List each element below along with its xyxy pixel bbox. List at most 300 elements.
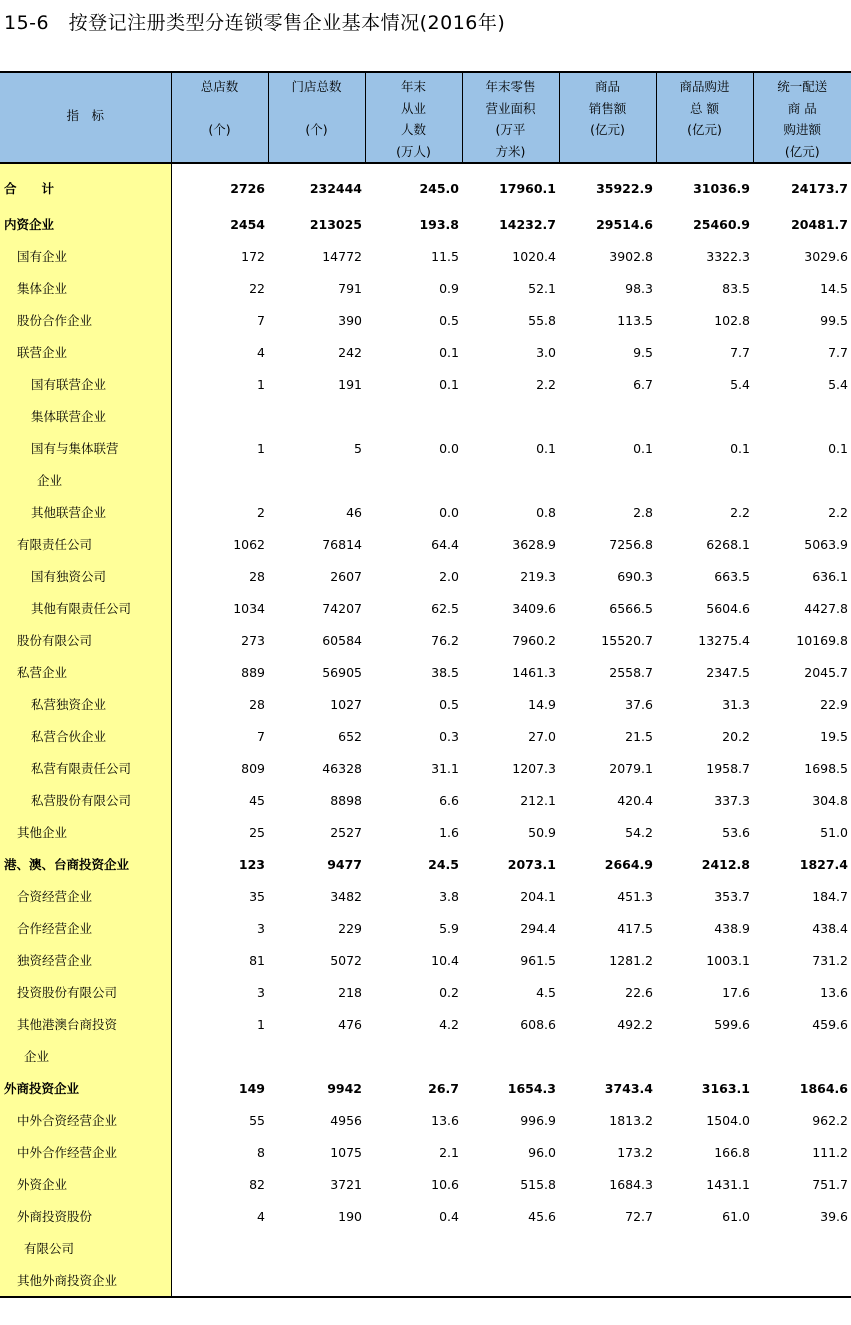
table-row	[0, 656, 851, 688]
table-cell: 19.5	[820, 728, 848, 744]
table-row	[0, 272, 851, 304]
row-label: 投资股份有限公司	[0, 976, 171, 1008]
table-cell: 245.0	[419, 180, 459, 196]
table-cell: 2.2	[536, 376, 556, 392]
table-cell	[753, 400, 851, 432]
table-cell: 166.8	[714, 1144, 750, 1160]
table-cell: 15520.7	[601, 632, 653, 648]
table-cell: 1075	[330, 1144, 362, 1160]
table-cell: 232444	[309, 180, 362, 196]
table-cell: 3.0	[536, 344, 556, 360]
table-cell: 22.6	[625, 984, 653, 1000]
table-row	[0, 848, 851, 880]
table-row	[0, 976, 851, 1008]
table-cell: 0.1	[730, 440, 750, 456]
table-cell: 0.5	[439, 312, 459, 328]
table-cell: 0.1	[536, 440, 556, 456]
table-row	[0, 880, 851, 912]
table-cell: 7	[257, 312, 265, 328]
table-cell: 242	[338, 344, 362, 360]
table-cell: 113.5	[617, 312, 653, 328]
table-cell: 0.0	[439, 504, 459, 520]
table-cell: 14.5	[820, 280, 848, 296]
row-label: 集体联营企业	[0, 400, 171, 432]
table-cell: 1027	[330, 696, 362, 712]
table-row	[0, 163, 851, 208]
table-cell: 3628.9	[512, 536, 556, 552]
table-cell: 2.2	[730, 504, 750, 520]
table-row	[0, 304, 851, 336]
table-row	[0, 592, 851, 624]
table-cell	[462, 400, 559, 432]
table-cell	[268, 1264, 365, 1297]
row-label: 企业	[0, 1040, 171, 1072]
table-cell: 889	[241, 664, 265, 680]
table-cell: 111.2	[812, 1144, 848, 1160]
table-cell: 1	[257, 440, 265, 456]
table-cell	[656, 1232, 753, 1264]
table-cell: 28	[249, 696, 265, 712]
table-cell: 27.0	[528, 728, 556, 744]
table-cell	[365, 464, 462, 496]
table-cell: 31.1	[431, 760, 459, 776]
table-cell: 690.3	[617, 568, 653, 584]
table-cell: 45.6	[528, 1208, 556, 1224]
row-label: 有限责任公司	[0, 528, 171, 560]
table-cell: 1034	[233, 600, 265, 616]
table-cell: 4.5	[536, 984, 556, 1000]
row-label: 中外合资经营企业	[0, 1104, 171, 1136]
header-line: (个)	[305, 122, 328, 137]
table-cell: 2726	[230, 180, 265, 196]
table-cell: 751.7	[812, 1176, 848, 1192]
table-cell: 193.8	[419, 216, 459, 232]
table-cell: 17.6	[722, 984, 750, 1000]
table-cell: 172	[241, 248, 265, 264]
table-cell: 5.9	[439, 920, 459, 936]
data-table	[0, 71, 851, 1298]
header-line: 商品	[594, 79, 620, 94]
header-floor-area	[462, 72, 559, 163]
table-cell: 1020.4	[512, 248, 556, 264]
table-cell: 0.1	[828, 440, 848, 456]
table-cell: 2079.1	[609, 760, 653, 776]
table-cell: 1461.3	[512, 664, 556, 680]
table-cell: 10169.8	[796, 632, 848, 648]
table-cell: 3409.6	[512, 600, 556, 616]
table-cell: 809	[241, 760, 265, 776]
table-cell: 204.1	[520, 888, 556, 904]
header-line: 总 额	[690, 100, 719, 116]
table-cell: 6.6	[439, 792, 459, 808]
header-line: 人数	[400, 122, 426, 137]
table-cell	[268, 1040, 365, 1072]
table-cell: 1.6	[439, 824, 459, 840]
header-line: 门店总数	[291, 79, 342, 94]
row-label: 独资经营企业	[0, 944, 171, 976]
table-cell: 26.7	[428, 1080, 459, 1096]
table-cell: 51.0	[820, 824, 848, 840]
table-cell: 2454	[230, 216, 265, 232]
table-row	[0, 944, 851, 976]
table-cell: 10.6	[431, 1176, 459, 1192]
table-cell: 4.2	[439, 1016, 459, 1032]
table-cell: 5063.9	[804, 536, 848, 552]
table-cell: 731.2	[812, 952, 848, 968]
table-cell: 53.6	[722, 824, 750, 840]
table-cell: 98.3	[625, 280, 653, 296]
header-indicator	[0, 72, 171, 163]
table-cell: 219.3	[520, 568, 556, 584]
row-label: 合 计	[0, 163, 171, 208]
table-cell: 218	[338, 984, 362, 1000]
row-label: 港、澳、台商投资企业	[0, 848, 171, 880]
table-cell: 791	[338, 280, 362, 296]
row-label: 国有独资公司	[0, 560, 171, 592]
table-cell: 1003.1	[706, 952, 750, 968]
table-cell: 2.0	[439, 568, 459, 584]
table-cell: 39.6	[820, 1208, 848, 1224]
header-line: 营业面积	[485, 100, 536, 116]
table-cell: 304.8	[812, 792, 848, 808]
table-cell: 13275.4	[698, 632, 750, 648]
table-row	[0, 1200, 851, 1232]
table-cell	[171, 1264, 268, 1297]
table-cell	[656, 1040, 753, 1072]
row-label: 国有企业	[0, 240, 171, 272]
row-label: 外商投资股份	[0, 1200, 171, 1232]
table-cell: 1431.1	[706, 1176, 750, 1192]
table-cell: 7.7	[828, 344, 848, 360]
table-cell: 390	[338, 312, 362, 328]
row-label: 私营合伙企业	[0, 720, 171, 752]
table-cell: 46	[346, 504, 362, 520]
table-cell: 608.6	[520, 1016, 556, 1032]
table-cell: 74207	[322, 600, 362, 616]
header-line: 年末零售	[485, 79, 536, 94]
table-row	[0, 752, 851, 784]
table-cell: 420.4	[617, 792, 653, 808]
table-cell: 961.5	[520, 952, 556, 968]
table-cell: 1654.3	[507, 1080, 556, 1096]
table-cell	[559, 1232, 656, 1264]
table-cell: 1684.3	[609, 1176, 653, 1192]
table-cell: 25460.9	[693, 216, 750, 232]
table-cell	[656, 464, 753, 496]
table-cell: 2527	[330, 824, 362, 840]
table-row	[0, 720, 851, 752]
table-cell: 1958.7	[706, 760, 750, 776]
table-row	[0, 784, 851, 816]
table-cell: 3029.6	[804, 248, 848, 264]
table-cell: 28	[249, 568, 265, 584]
table-cell: 2558.7	[609, 664, 653, 680]
table-cell: 1813.2	[609, 1112, 653, 1128]
table-cell: 96.0	[528, 1144, 556, 1160]
table-cell: 2.8	[633, 504, 653, 520]
table-cell: 35922.9	[596, 180, 653, 196]
row-label: 私营有限责任公司	[0, 752, 171, 784]
table-cell	[365, 1264, 462, 1297]
table-cell: 2412.8	[701, 856, 750, 872]
table-cell: 5.4	[730, 376, 750, 392]
table-cell: 46328	[322, 760, 362, 776]
table-cell: 35	[249, 888, 265, 904]
table-cell: 1207.3	[512, 760, 556, 776]
table-cell: 2045.7	[804, 664, 848, 680]
table-row	[0, 240, 851, 272]
table-cell: 62.5	[431, 600, 459, 616]
table-row	[0, 432, 851, 464]
header-line: (个)	[208, 122, 231, 137]
table-cell: 4	[257, 1208, 265, 1224]
table-cell: 3902.8	[609, 248, 653, 264]
table-cell: 14232.7	[499, 216, 556, 232]
table-cell: 2	[257, 504, 265, 520]
table-cell: 663.5	[714, 568, 750, 584]
table-cell: 60584	[322, 632, 362, 648]
table-cell	[462, 1264, 559, 1297]
table-cell	[753, 1232, 851, 1264]
row-label: 股份有限公司	[0, 624, 171, 656]
table-cell: 2.1	[439, 1144, 459, 1160]
table-cell: 99.5	[820, 312, 848, 328]
header-line: 商 品	[787, 100, 817, 116]
table-cell: 1062	[233, 536, 265, 552]
table-cell: 9942	[327, 1080, 362, 1096]
table-cell	[171, 400, 268, 432]
header-unified-distribution	[753, 72, 851, 163]
table-cell: 50.9	[528, 824, 556, 840]
row-label: 集体企业	[0, 272, 171, 304]
table-cell: 20481.7	[791, 216, 848, 232]
table-cell: 2664.9	[604, 856, 653, 872]
table-cell: 5.4	[828, 376, 848, 392]
row-label: 中外合作经营企业	[0, 1136, 171, 1168]
row-label: 外资企业	[0, 1168, 171, 1200]
row-label: 国有与集体联营	[0, 432, 171, 464]
table-cell: 459.6	[812, 1016, 848, 1032]
table-cell: 102.8	[714, 312, 750, 328]
row-label: 内资企业	[0, 208, 171, 240]
table-cell: 64.4	[431, 536, 459, 552]
table-cell: 1698.5	[804, 760, 848, 776]
table-cell: 273	[241, 632, 265, 648]
page-title: 15-6 按登记注册类型分连锁零售企业基本情况(2016年)	[4, 12, 506, 34]
header-line: 统一配送	[777, 79, 828, 94]
table-cell: 81	[249, 952, 265, 968]
header-employees	[365, 72, 462, 163]
table-cell	[365, 400, 462, 432]
table-cell: 353.7	[714, 888, 750, 904]
table-cell: 417.5	[617, 920, 653, 936]
row-label: 企业	[0, 464, 171, 496]
table-cell: 190	[338, 1208, 362, 1224]
table-cell: 476	[338, 1016, 362, 1032]
table-row	[0, 496, 851, 528]
header-total-stores	[171, 72, 268, 163]
table-cell: 2073.1	[507, 856, 556, 872]
table-cell: 173.2	[617, 1144, 653, 1160]
table-cell	[656, 1264, 753, 1297]
table-cell	[462, 1232, 559, 1264]
row-label: 合作经营企业	[0, 912, 171, 944]
row-label: 国有联营企业	[0, 368, 171, 400]
table-cell: 212.1	[520, 792, 556, 808]
table-cell	[559, 1264, 656, 1297]
table-cell: 652	[338, 728, 362, 744]
table-cell: 45	[249, 792, 265, 808]
table-cell: 3163.1	[701, 1080, 750, 1096]
table-row	[0, 400, 851, 432]
table-cell: 76814	[322, 536, 362, 552]
table-cell	[753, 1264, 851, 1297]
table-row	[0, 464, 851, 496]
table-cell: 1	[257, 376, 265, 392]
table-cell: 61.0	[722, 1208, 750, 1224]
table-cell: 962.2	[812, 1112, 848, 1128]
table-cell: 451.3	[617, 888, 653, 904]
table-cell: 3.8	[439, 888, 459, 904]
table-cell: 9477	[327, 856, 362, 872]
table-cell: 0.4	[439, 1208, 459, 1224]
table-cell: 17960.1	[499, 180, 556, 196]
table-cell: 0.0	[439, 440, 459, 456]
row-label: 合资经营企业	[0, 880, 171, 912]
table-cell: 4427.8	[804, 600, 848, 616]
table-cell: 3	[257, 984, 265, 1000]
table-cell: 31.3	[722, 696, 750, 712]
table-cell: 1	[257, 1016, 265, 1032]
row-label: 有限公司	[0, 1232, 171, 1264]
table-cell: 3482	[330, 888, 362, 904]
table-cell: 7256.8	[609, 536, 653, 552]
row-label: 其他港澳台商投资	[0, 1008, 171, 1040]
header-purchases	[656, 72, 753, 163]
table-cell: 3322.3	[706, 248, 750, 264]
table-cell: 2.2	[828, 504, 848, 520]
table-cell: 2607	[330, 568, 362, 584]
table-cell: 83.5	[722, 280, 750, 296]
row-label: 私营股份有限公司	[0, 784, 171, 816]
table-cell: 0.1	[439, 376, 459, 392]
table-cell: 599.6	[714, 1016, 750, 1032]
header-sales	[559, 72, 656, 163]
table-cell: 9.5	[633, 344, 653, 360]
table-cell	[268, 400, 365, 432]
table-cell: 14.9	[528, 696, 556, 712]
table-cell: 55	[249, 1112, 265, 1128]
table-cell: 22.9	[820, 696, 848, 712]
header-line	[315, 98, 319, 120]
row-label: 股份合作企业	[0, 304, 171, 336]
table-cell: 1504.0	[706, 1112, 750, 1128]
table-cell: 6566.5	[609, 600, 653, 616]
header-line: (亿元)	[784, 143, 820, 159]
table-cell: 25	[249, 824, 265, 840]
table-cell: 8898	[330, 792, 362, 808]
table-cell: 123	[238, 856, 265, 872]
table-cell: 294.4	[520, 920, 556, 936]
table-cell	[559, 400, 656, 432]
table-cell: 0.1	[633, 440, 653, 456]
table-row	[0, 624, 851, 656]
table-cell	[656, 400, 753, 432]
table-cell: 21.5	[625, 728, 653, 744]
table-cell: 54.2	[625, 824, 653, 840]
table-cell: 10.4	[431, 952, 459, 968]
header-line: (万平	[495, 122, 526, 137]
table-cell	[462, 1040, 559, 1072]
table-cell: 5604.6	[706, 600, 750, 616]
table-cell	[268, 1232, 365, 1264]
table-row	[0, 1136, 851, 1168]
table-cell: 4	[257, 344, 265, 360]
table-cell: 7960.2	[512, 632, 556, 648]
table-body	[0, 163, 851, 1297]
table-cell: 55.8	[528, 312, 556, 328]
header-line: 年末	[400, 79, 426, 94]
table-cell	[171, 464, 268, 496]
table-cell: 13.6	[820, 984, 848, 1000]
table-cell: 6.7	[633, 376, 653, 392]
table-cell: 996.9	[520, 1112, 556, 1128]
table-row	[0, 560, 851, 592]
table-cell	[559, 1040, 656, 1072]
table-cell: 3743.4	[604, 1080, 653, 1096]
table-cell: 191	[338, 376, 362, 392]
table-row	[0, 208, 851, 240]
table-row	[0, 528, 851, 560]
table-cell	[559, 464, 656, 496]
header-line: (亿元)	[590, 122, 625, 137]
table-cell: 0.1	[439, 344, 459, 360]
table-cell: 76.2	[431, 632, 459, 648]
table-cell	[753, 464, 851, 496]
table-cell: 0.5	[439, 696, 459, 712]
header-line: 从业	[400, 100, 426, 116]
row-label: 其他联营企业	[0, 496, 171, 528]
table-cell: 0.3	[439, 728, 459, 744]
table-row	[0, 1008, 851, 1040]
header-line: (亿元)	[687, 122, 722, 137]
table-cell: 7	[257, 728, 265, 744]
header-line	[218, 98, 222, 120]
row-label: 其他有限责任公司	[0, 592, 171, 624]
table-cell: 0.2	[439, 984, 459, 1000]
table-row	[0, 1104, 851, 1136]
table-cell	[268, 464, 365, 496]
table-cell: 5	[354, 440, 362, 456]
row-label: 其他企业	[0, 816, 171, 848]
table-cell: 29514.6	[596, 216, 653, 232]
table-cell: 4956	[330, 1112, 362, 1128]
table-row	[0, 1264, 851, 1297]
table-row	[0, 336, 851, 368]
table-cell	[462, 464, 559, 496]
row-label: 联营企业	[0, 336, 171, 368]
table-cell: 22	[249, 280, 265, 296]
header-line: 指 标	[66, 108, 104, 124]
table-cell: 5072	[330, 952, 362, 968]
table-cell: 229	[338, 920, 362, 936]
table-cell	[365, 1232, 462, 1264]
table-cell: 38.5	[431, 664, 459, 680]
table-cell: 213025	[309, 216, 362, 232]
table-cell: 184.7	[812, 888, 848, 904]
table-cell	[171, 1040, 268, 1072]
table-cell: 8	[257, 1144, 265, 1160]
